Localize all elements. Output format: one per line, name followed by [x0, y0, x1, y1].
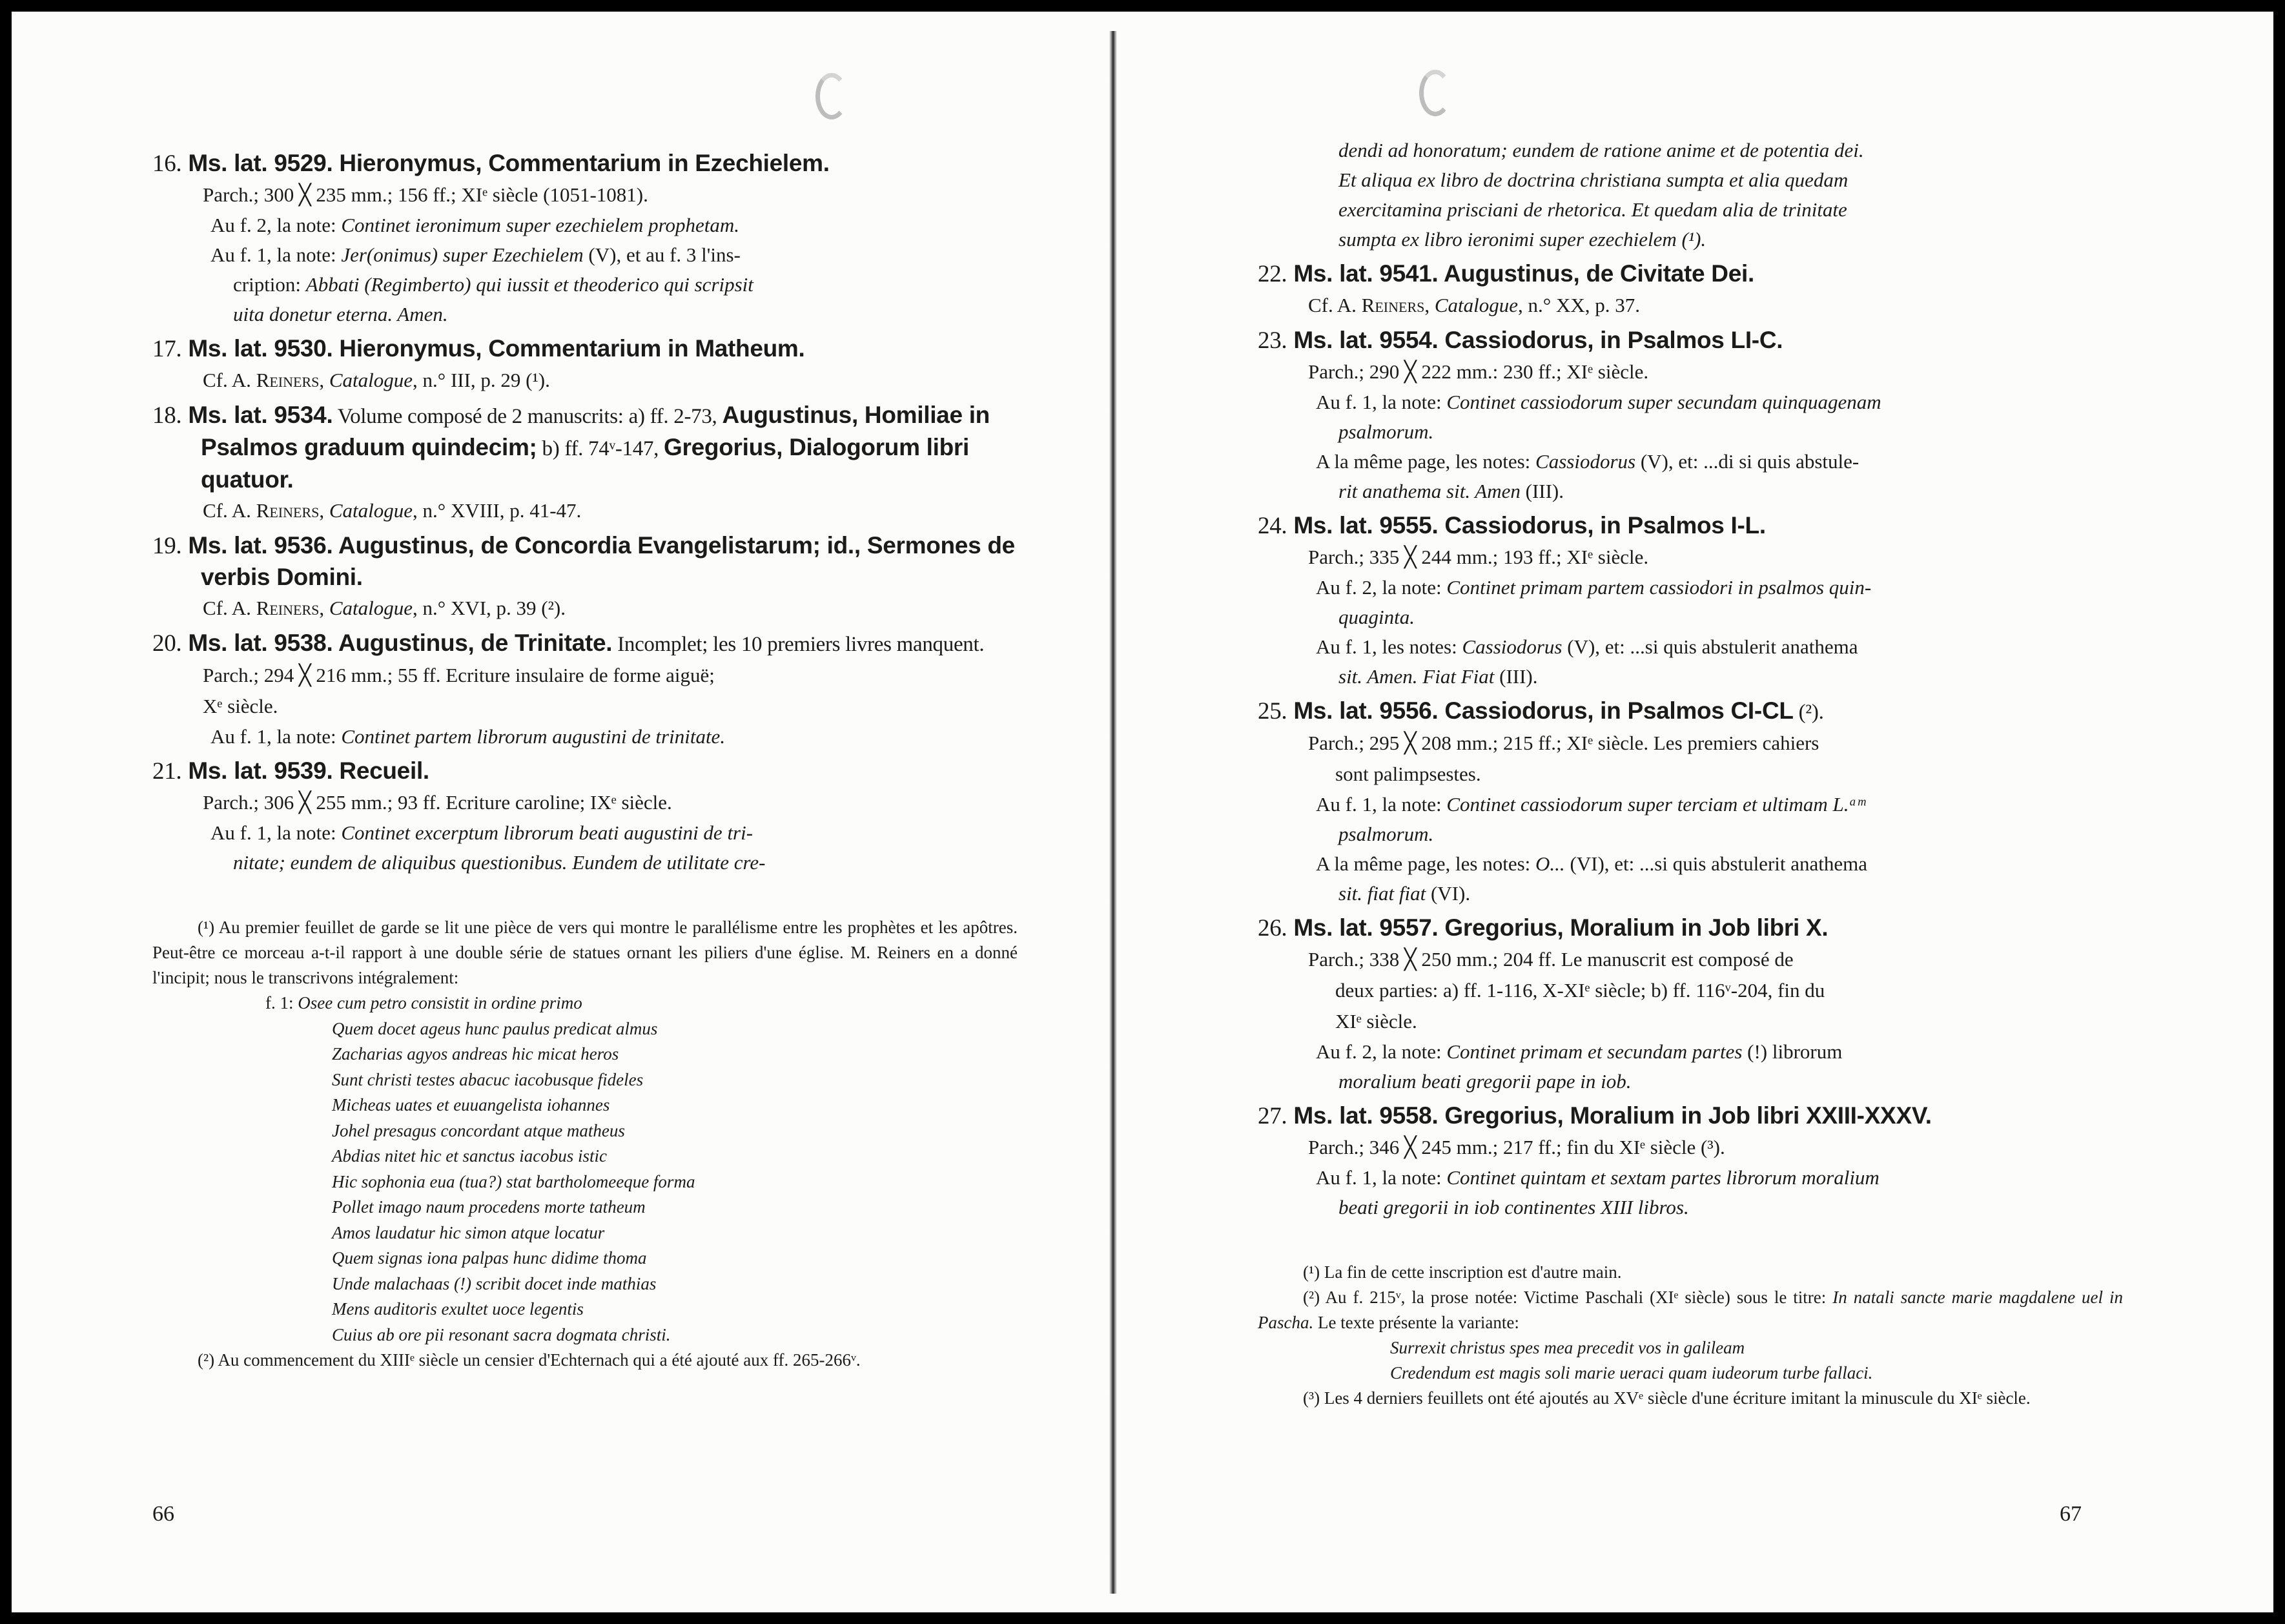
- entry-note: moralium beati gregorii pape in iob.: [1338, 1070, 1632, 1093]
- entry-description: Parch.; 335 ╳ 244 mm.; 193 ff.; XIᵉ siècle.: [1308, 546, 1649, 568]
- entry-description: Parch.; 346 ╳ 245 mm.; 217 ff.; fin du XIᵉ siècle (³).: [1308, 1136, 1725, 1158]
- entry-heading: Ms. lat. 9554. Cassiodorus, in Psalmos LI-C.: [1293, 327, 1783, 353]
- entry-number: 25.: [1258, 698, 1287, 725]
- entry-20: 20. Ms. lat. 9538. Augustinus, de Trinitate. Incomplet; les 10 premiers livres manquent. Parch.; 294 ╳ 216 mm.; 55 ff. Ecriture insulaire de forme aiguë; Xᵉ siècle. Au f. 1, la note: Continet partem librorum augustini de trinitate.: [152, 628, 1018, 752]
- entry-note: Au f. 1, la note: Continet cassiodorum super terciam et ultimam L.ᵃᵐ: [1316, 793, 1865, 816]
- punch-hole-right: [1419, 70, 1451, 116]
- entry-24: [1258, 510, 2123, 692]
- entry-note: cription: Abbati (Regimberto) qui iussit et theoderico qui scripsit: [233, 273, 753, 296]
- entry-heading: Ms. lat. 9539. Recueil.: [188, 757, 429, 784]
- entry-19: [152, 530, 1018, 624]
- entry-heading: Ms. lat. 9558. Gregorius, Moralium in Job libri XXIII-XXXV.: [1293, 1102, 1932, 1129]
- verse-line: Cuius ab ore pii resonant sacra dogmata christi.: [332, 1324, 671, 1344]
- entry-number: 21.: [152, 758, 182, 785]
- verse-line: Quem signas iona palpas hunc didime thoma: [332, 1248, 647, 1268]
- verse-line: Unde malachaas (!) scribit docet inde mathias: [332, 1273, 657, 1293]
- entry-note: beati gregorii in iob continentes XIII libros.: [1338, 1196, 1689, 1218]
- entry-16: [152, 148, 1018, 329]
- entry-heading: Ms. lat. 9534.: [188, 402, 333, 428]
- entry-23: [1258, 325, 2123, 506]
- entry-note: Au f. 1, les notes: Cassiodorus (V), et: ...si quis abstulerit anathema: [1316, 635, 1858, 658]
- entry-18: 18. Ms. lat. 9534. Volume composé de 2 manuscrits: a) ff. 2-73, Augustinus, Homiliae in Psalmos graduum quindecim; b) ff. 74ᵛ-147, Gregorius, Dialogorum libri quatuor. Cf. A. Reiners, Catalogue, n.° XVIII, p. 41-47.: [152, 400, 1018, 526]
- page-number-left: 66: [152, 1502, 174, 1526]
- entry-25: 25. Ms. lat. 9556. Cassiodorus, in Psalmos CI-CL (²). Parch.; 295 ╳ 208 mm.; 215 ff.; XIᵉ siècle. Les premiers cahiers sont palimpsestes. Au f. 1, la note: Continet cassiodorum super terciam et ultimam L.ᵃᵐ psalmorum. A la même page, les notes: O... (VI), et: ...si quis abstulerit anathema sit. fiat fiat (VI).: [1258, 695, 2123, 909]
- entry-number: 18.: [152, 402, 182, 429]
- book-gutter: [1109, 31, 1117, 1594]
- footnote-1: (¹) La fin de cette inscription est d'autre main.: [1303, 1262, 1622, 1282]
- entry-description: Parch.; 306 ╳ 255 mm.; 93 ff. Ecriture caroline; IXᵉ siècle.: [203, 791, 672, 814]
- entry-27: [1258, 1100, 2123, 1222]
- verse-line: Johel presagus concordant atque matheus: [332, 1120, 625, 1140]
- entry-22: [1258, 258, 2123, 321]
- footnote-2: (²) Au commencement du XIIIᵉ siècle un censier d'Echternach qui a été ajouté aux ff. 265-266ᵛ.: [198, 1350, 861, 1370]
- entry-number: 27.: [1258, 1103, 1287, 1129]
- entry-note: Au f. 1, la note: Continet cassiodorum super secundam quinquagenam: [1316, 391, 1881, 413]
- scanned-book-spread: [12, 12, 2273, 1612]
- entry-note: Au f. 1, la note: Continet excerptum librorum beati augustini de tri-: [210, 821, 753, 844]
- right-page: [1258, 136, 2123, 1411]
- entry-note: psalmorum.: [1338, 420, 1434, 443]
- entry-heading: Ms. lat. 9541. Augustinus, de Civitate Dei.: [1293, 260, 1754, 287]
- entry-note: Au f. 2, la note: Continet ieronimum super ezechielem prophetam.: [210, 214, 740, 236]
- page-number-right: 67: [2060, 1502, 2082, 1526]
- entry-description: XIᵉ siècle.: [1335, 1010, 1417, 1033]
- continuation-line: dendi ad honoratum; eundem de ratione anime et de potentia dei.: [1338, 139, 1864, 161]
- verse-line: Amos laudatur hic simon atque locatur: [332, 1222, 605, 1242]
- entry-reference: Cf. A. Reiners, Catalogue, n.° XVIII, p. 41-47.: [203, 499, 582, 522]
- entry-note: Au f. 2, la note: Continet primam partem cassiodori in psalmos quin-: [1316, 576, 1872, 599]
- entry-note: nitate; eundem de aliquibus questionibus. Eundem de utilitate cre-: [233, 851, 766, 874]
- verse-line: Micheas uates et euuangelista iohannes: [332, 1095, 610, 1115]
- footnote-2: (²) Au f. 215ᵛ, la prose notée: Victime Paschali (XIᵉ siècle) sous le titre: In natali sancte marie magdalene uel in Pascha. Le texte présente la variante:: [1258, 1288, 2123, 1332]
- punch-hole-left: [815, 73, 848, 119]
- entry-number: 26.: [1258, 915, 1287, 941]
- footnotes: [152, 915, 1018, 1373]
- entry-note: A la même page, les notes: O... (VI), et: ...si quis abstulerit anathema: [1316, 852, 1868, 875]
- footnote-3: (³) Les 4 derniers feuillets ont été ajoutés au XVᵉ siècle d'une écriture imitant la minuscule du XIᵉ siècle.: [1303, 1388, 2031, 1408]
- entry-heading: Ms. lat. 9555. Cassiodorus, in Psalmos I-L.: [1293, 512, 1766, 539]
- folio-label: f. 1:: [265, 993, 298, 1012]
- verse-line: Quem docet ageus hunc paulus predicat almus: [332, 1018, 658, 1038]
- entry-description: Parch.; 295 ╳ 208 mm.; 215 ff.; XIᵉ siècle. Les premiers cahiers: [1308, 732, 1819, 754]
- verse-transcription: [265, 991, 1018, 1348]
- entry-26: [1258, 912, 2123, 1096]
- entry-note: sit. Amen. Fiat Fiat (III).: [1338, 665, 1538, 688]
- verse-line: Mens auditoris exultet uoce legentis: [332, 1299, 584, 1319]
- entry-description: Parch.; 290 ╳ 222 mm.: 230 ff.; XIᵉ siècle.: [1308, 360, 1649, 383]
- entry-21: [152, 755, 1018, 878]
- entry-note: Au f. 1, la note: Continet quintam et sextam partes librorum moralium: [1316, 1166, 1880, 1189]
- entry-number: 24.: [1258, 513, 1287, 539]
- entry-description: Parch.; 294 ╳ 216 mm.; 55 ff. Ecriture insulaire de forme aiguë;: [203, 664, 715, 686]
- entry-heading: Ms. lat. 9557. Gregorius, Moralium in Job libri X.: [1293, 914, 1829, 941]
- entry-heading: Ms. lat. 9556. Cassiodorus, in Psalmos CI-CL: [1293, 697, 1794, 724]
- verse-line: Abdias nitet hic et sanctus iacobus istic: [332, 1146, 607, 1166]
- variant-line: Surrexit christus spes mea precedit vos in galileam: [1390, 1338, 1745, 1357]
- entry-number: 22.: [1258, 261, 1287, 287]
- left-page: [152, 144, 1018, 1373]
- continuation-line: Et aliqua ex libro de doctrina christiana sumpta et alia quedam: [1338, 169, 1849, 191]
- entry-note: rit anathema sit. Amen (III).: [1338, 480, 1564, 502]
- entry-heading: Ms. lat. 9538. Augustinus, de Trinitate.: [188, 630, 613, 656]
- footnote-1: (¹) Au premier feuillet de garde se lit une pièce de vers qui montre le parallélisme entre les prophètes et les apôtres. Peut-être ce morceau a-t-il rapport à une double série de statues ornant les piliers d'une église. M. Reiners en a donné l'incipit; nous le transcrivons intégralement:: [152, 918, 1018, 987]
- entry-number: 19.: [152, 533, 182, 559]
- entry-reference: Cf. A. Reiners, Catalogue, n.° XX, p. 37.: [1308, 294, 1640, 316]
- entry-note: Au f. 2, la note: Continet primam et secundam partes (!) librorum: [1316, 1040, 1843, 1063]
- entry-heading: Ms. lat. 9536. Augustinus, de Concordia Evangelistarum; id., Sermones de verbis Domini.: [188, 532, 1015, 590]
- entry-note: uita donetur eterna. Amen.: [233, 303, 448, 325]
- variant-line: Credendum est magis soli marie ueraci quam iudeorum turbe fallaci.: [1390, 1363, 1873, 1382]
- entry-note: quaginta.: [1338, 606, 1415, 628]
- entry-description: Xᵉ siècle.: [203, 695, 278, 717]
- entry-description: deux parties: a) ff. 1-116, X-XIᵉ siècle; b) ff. 116ᵛ-204, fin du: [1335, 979, 1825, 1002]
- continuation-line: sumpta ex libro ieronimi super ezechielem (¹).: [1338, 228, 1706, 251]
- entry-number: 23.: [1258, 327, 1287, 354]
- entry-heading: Ms. lat. 9529. Hieronymus, Commentarium in Ezechielem.: [188, 150, 830, 176]
- verse-line: Hic sophonia eua (tua?) stat bartholomeeque forma: [332, 1171, 695, 1191]
- entry-number: 20.: [152, 630, 182, 657]
- verse-line: Osee cum petro consistit in ordine primo: [298, 993, 582, 1012]
- entry-description: Parch.; 300 ╳ 235 mm.; 156 ff.; XIᵉ siècle (1051-1081).: [203, 183, 648, 206]
- footnotes: [1258, 1260, 2123, 1411]
- entry-number: 17.: [152, 336, 182, 362]
- verse-line: Sunt christi testes abacuc iacobusque fideles: [332, 1069, 644, 1089]
- entry-note: A la même page, les notes: Cassiodorus (V), et: ...di si quis abstule-: [1316, 450, 1860, 473]
- entry-17: [152, 333, 1018, 396]
- entry-note: sit. fiat fiat (VI).: [1338, 882, 1471, 905]
- verse-line: Pollet imago naum procedens morte tatheum: [332, 1197, 646, 1217]
- entry-note: Au f. 1, la note: Jer(onimus) super Ezechielem (V), et au f. 3 l'ins-: [210, 243, 741, 266]
- entry-number: 16.: [152, 150, 182, 177]
- entry-note: psalmorum.: [1338, 823, 1434, 845]
- entry-note: Au f. 1, la note: Continet partem librorum augustini de trinitate.: [210, 725, 726, 748]
- entry-heading: Ms. lat. 9530. Hieronymus, Commentarium in Matheum.: [188, 335, 805, 362]
- entry-description: Parch.; 338 ╳ 250 mm.; 204 ff. Le manuscrit est composé de: [1308, 948, 1794, 971]
- entry-reference: Cf. A. Reiners, Catalogue, n.° III, p. 29 (¹).: [203, 369, 550, 391]
- entry-description: sont palimpsestes.: [1335, 763, 1481, 785]
- continuation-line: exercitamina prisciani de rhetorica. Et quedam alia de trinitate: [1338, 198, 1847, 221]
- entry-reference: Cf. A. Reiners, Catalogue, n.° XVI, p. 39 (²).: [203, 597, 566, 619]
- verse-line: Zacharias agyos andreas hic micat heros: [332, 1044, 619, 1064]
- continuation-text: [1258, 136, 2123, 254]
